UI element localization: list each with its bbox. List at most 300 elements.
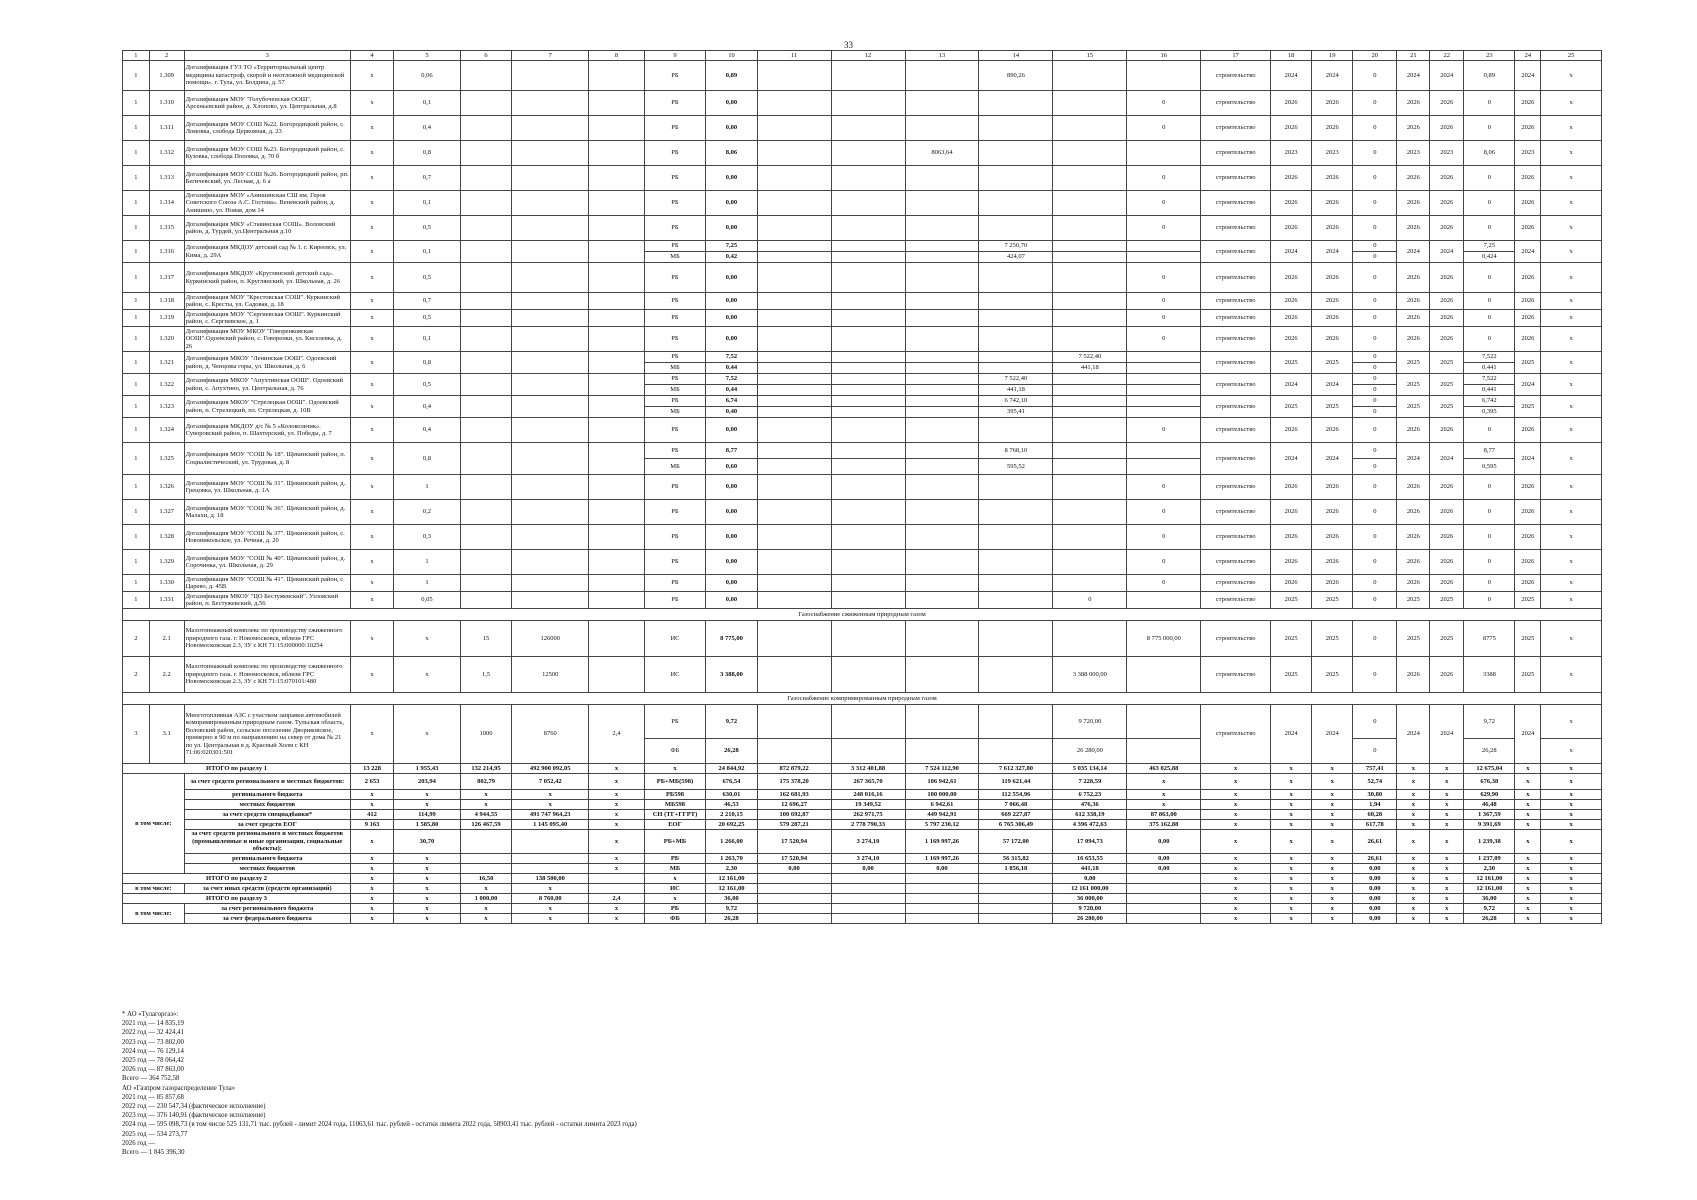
table-cell: x [350, 575, 393, 592]
total-value: x [1515, 904, 1541, 914]
table-cell: 2024 [1397, 443, 1430, 475]
table-cell: 1 [123, 575, 150, 592]
table-cell: 0 [1464, 475, 1515, 500]
total-value: МБ [644, 864, 706, 874]
funding-source: РБ [644, 374, 706, 385]
table-cell [512, 263, 589, 293]
table-cell: 0,7 [394, 293, 461, 310]
object-name: Догазификация МКДОУ д/с № 5 «Колокольчик». Суворовский район, п. Шахтерский, ул. Победы, д. 7 [184, 418, 350, 443]
funding-source: РБ [644, 61, 706, 91]
table-cell [979, 327, 1053, 352]
table-cell: 2024 [1515, 443, 1541, 475]
table-cell [512, 91, 589, 116]
table-cell [512, 241, 589, 263]
total-value: 0,00 [1353, 894, 1397, 904]
table-cell: x [1541, 327, 1602, 352]
funding-total: 0,60 [706, 459, 757, 475]
table-cell: 2026 [1515, 575, 1541, 592]
table-cell: 2026 [1397, 166, 1430, 191]
table-cell: 1 [123, 475, 150, 500]
total-value: x [512, 884, 589, 894]
total-value: 16,50 [460, 874, 511, 884]
total-value: 26,28 [706, 914, 757, 924]
object-name: Догазификация МОУ МКОУ "Говоренковская ООШ".Одоевский район, с. Говоренки, ул. Киселевка, д. 26 [184, 327, 350, 352]
total-value: x [1397, 884, 1430, 894]
table-cell: 0 [1353, 475, 1397, 500]
total-value: 463 025,88 [1127, 764, 1201, 774]
table-cell [589, 500, 644, 525]
table-cell: x [350, 550, 393, 575]
total-value: 20 692,25 [706, 820, 757, 830]
total-value: 4 396 472,63 [1053, 820, 1127, 830]
total-value: x [1201, 914, 1271, 924]
table-cell: строительство [1201, 216, 1271, 241]
total-value: x [1515, 810, 1541, 820]
table-cell: x [350, 475, 393, 500]
total-value: ИС [644, 884, 706, 894]
funding-total: 26,28 [706, 739, 757, 764]
funding-source: РБ [644, 310, 706, 327]
table-cell: 2026 [1397, 575, 1430, 592]
table-cell: 2024 [1430, 61, 1464, 91]
table-cell: 2026 [1271, 191, 1312, 216]
table-row [123, 621, 1602, 657]
table-cell [512, 525, 589, 550]
table-cell: 424,07 [979, 252, 1053, 263]
total-value: x [1312, 830, 1353, 854]
table-cell [905, 657, 979, 693]
table-cell: 2026 [1271, 91, 1312, 116]
table-cell [1053, 61, 1127, 91]
table-cell: 0 [1353, 293, 1397, 310]
total-value: x [394, 864, 461, 874]
table-cell: x [1541, 141, 1602, 166]
table-cell [460, 374, 511, 396]
table-cell: 26 280,00 [1053, 739, 1127, 764]
total-value: x [1271, 820, 1312, 830]
table-cell: 0 [1127, 293, 1201, 310]
total-value: x [1271, 800, 1312, 810]
table-cell [1053, 396, 1127, 407]
table-cell: 2024 [1397, 241, 1430, 263]
column-number: 7 [512, 51, 589, 61]
table-cell: 0,424 [1464, 252, 1515, 263]
table-cell: 0 [1353, 191, 1397, 216]
table-cell [905, 418, 979, 443]
table-cell: x [350, 191, 393, 216]
table-cell [589, 216, 644, 241]
total-value: 2,4 [589, 894, 644, 904]
table-cell [905, 575, 979, 592]
total-value: 3 274,10 [831, 854, 905, 864]
table-cell: 2025 [1515, 621, 1541, 657]
total-value: x [589, 854, 644, 864]
table-cell [460, 91, 511, 116]
total-value: 175 378,20 [757, 774, 831, 790]
table-cell: 1.320 [149, 327, 184, 352]
table-cell: 8760 [512, 705, 589, 764]
table-cell: 2026 [1312, 500, 1353, 525]
table-cell: 2026 [1430, 216, 1464, 241]
table-cell: 7 522,40 [1053, 352, 1127, 363]
table-cell [460, 525, 511, 550]
table-cell: 2026 [1430, 525, 1464, 550]
total-value: x [644, 764, 706, 774]
object-name: Догазификация МКОУ "Апухтинская ООШ". Одоевский район, с. Апухтино, ул. Центральная, д. 76 [184, 374, 350, 396]
table-cell: 0 [1353, 252, 1397, 263]
table-cell: 0,1 [394, 191, 461, 216]
table-cell [460, 575, 511, 592]
total-value: 12 161,00 [1464, 874, 1515, 884]
table-cell: 0 [1353, 396, 1397, 407]
table-cell: 0 [1353, 374, 1397, 385]
table-cell: x [350, 216, 393, 241]
table-cell [1053, 407, 1127, 418]
table-cell: 1 [123, 592, 150, 609]
footnote-line: 2022 год — 32 424,41 [122, 1029, 184, 1037]
table-row [123, 830, 1602, 854]
funding-total: 0,40 [706, 407, 757, 418]
total-value: x [394, 854, 461, 864]
total-value [1127, 914, 1201, 924]
table-cell: 15 [460, 621, 511, 657]
table-cell: 1.323 [149, 396, 184, 418]
table-cell: 0 [1353, 310, 1397, 327]
table-cell: 2023 [1430, 141, 1464, 166]
table-cell: x [350, 396, 393, 418]
total-value: ЕОГ [644, 820, 706, 830]
funding-source: РБ [644, 525, 706, 550]
table-cell [757, 459, 831, 475]
total-label: ИТОГО по разделу 3 [123, 894, 351, 904]
table-cell: x [1541, 263, 1602, 293]
table-cell [460, 352, 511, 374]
table-cell: x [1541, 310, 1602, 327]
table-cell [979, 621, 1053, 657]
table-cell: 1.319 [149, 310, 184, 327]
column-number: 6 [460, 51, 511, 61]
table-cell: 2025 [1271, 592, 1312, 609]
table-cell [831, 459, 905, 475]
table-cell: 1 [123, 241, 150, 263]
table-cell: 2026 [1312, 216, 1353, 241]
total-value [831, 894, 905, 904]
table-cell: 2026 [1397, 550, 1430, 575]
table-cell [1053, 374, 1127, 385]
object-name: Догазификация ГУЗ ТО «Территориальный центр медицины катастроф, скорой и неотложной медицинской помощи». г. Тула, ул. Болдина, д. 57 [184, 61, 350, 91]
table-cell [512, 191, 589, 216]
total-value: x [1312, 894, 1353, 904]
table-cell: x [1541, 621, 1602, 657]
total-value [979, 904, 1053, 914]
table-cell: 2026 [1312, 191, 1353, 216]
table-cell: 2025 [1397, 592, 1430, 609]
table-cell: 8,77 [1464, 443, 1515, 459]
table-cell: 2024 [1312, 61, 1353, 91]
total-value: x [1515, 854, 1541, 864]
total-value: x [350, 894, 393, 904]
table-cell [460, 500, 511, 525]
table-cell [831, 374, 905, 385]
table-cell: x [1541, 216, 1602, 241]
table-cell: x [1541, 475, 1602, 500]
table-cell: строительство [1201, 310, 1271, 327]
table-cell: 2.1 [149, 621, 184, 657]
table-cell: 0 [1353, 141, 1397, 166]
total-value: 0,00 [1353, 884, 1397, 894]
table-cell: 1.313 [149, 166, 184, 191]
table-cell: 1.309 [149, 61, 184, 91]
table-cell [460, 216, 511, 241]
table-cell: 2026 [1312, 327, 1353, 352]
table-row [123, 575, 1602, 592]
table-row [123, 374, 1602, 385]
table-cell: 2026 [1397, 310, 1430, 327]
table-cell: 0,5 [394, 374, 461, 396]
total-value: x [1312, 790, 1353, 800]
object-name: Догазификация МКДОУ «Круглянский детский сад». Куркинский район, п. Круглянский, ул. Школьная, д. 26 [184, 263, 350, 293]
table-cell: 2026 [1271, 293, 1312, 310]
total-value [512, 864, 589, 874]
total-value: 872 879,22 [757, 764, 831, 774]
table-cell [1053, 575, 1127, 592]
table-cell [757, 575, 831, 592]
table-cell: 1 [123, 418, 150, 443]
table-cell [512, 327, 589, 352]
funding-total: 0,00 [706, 310, 757, 327]
total-value: 2 210,15 [706, 810, 757, 820]
total-value: x [1201, 894, 1271, 904]
total-value: x [1397, 904, 1430, 914]
funding-source: РБ [644, 327, 706, 352]
object-name: Догазификация МКДОУ детский сад № 1. г. Киреевск, ул. Кима, д. 29А [184, 241, 350, 263]
table-cell: 1 [123, 61, 150, 91]
table-cell: 1.312 [149, 141, 184, 166]
table-cell: x [1541, 592, 1602, 609]
table-cell [589, 575, 644, 592]
total-value: 2,30 [706, 864, 757, 874]
table-cell: 2026 [1515, 116, 1541, 141]
table-cell [460, 443, 511, 475]
table-cell: строительство [1201, 525, 1271, 550]
object-name: Догазификация МОУ СОШ №22. Богородицкий район, с. Ломовка, слобода Церковная, д. 23 [184, 116, 350, 141]
table-cell [905, 293, 979, 310]
table-cell: 2025 [1312, 657, 1353, 693]
column-number: 22 [1430, 51, 1464, 61]
total-value: 2 653 [350, 774, 393, 790]
table-row [123, 592, 1602, 609]
table-cell: 2023 [1515, 141, 1541, 166]
total-label: за счет федерального бюджета [184, 914, 350, 924]
table-cell: 0,5 [394, 310, 461, 327]
footnote-line: 2021 год — 85 857,68 [122, 1093, 184, 1101]
table-cell: x [350, 166, 393, 191]
table-cell: 2026 [1397, 500, 1430, 525]
total-value: 9 163 [350, 820, 393, 830]
table-cell: 0 [1464, 116, 1515, 141]
table-cell: 2026 [1397, 263, 1430, 293]
table-cell [905, 310, 979, 327]
table-cell [512, 166, 589, 191]
total-value: x [1541, 864, 1602, 874]
table-cell [1127, 459, 1201, 475]
table-cell: 2023 [1312, 141, 1353, 166]
total-value: x [1312, 800, 1353, 810]
funding-total: 0,00 [706, 91, 757, 116]
total-value: x [1201, 800, 1271, 810]
table-cell [1053, 241, 1127, 252]
table-cell [1053, 459, 1127, 475]
table-cell: 2026 [1271, 166, 1312, 191]
total-value: x [1312, 764, 1353, 774]
table-cell: 0 [1353, 91, 1397, 116]
table-cell: 2025 [1271, 352, 1312, 374]
table-cell: 2024 [1430, 241, 1464, 263]
total-value: 1 239,38 [1464, 830, 1515, 854]
table-cell [1053, 191, 1127, 216]
total-value: x [1541, 830, 1602, 854]
table-cell: 1.328 [149, 525, 184, 550]
table-cell: x [350, 61, 393, 91]
table-cell: 0 [1464, 327, 1515, 352]
total-value: x [1271, 914, 1312, 924]
table-cell: 1,5 [460, 657, 511, 693]
table-cell: 0,2 [394, 500, 461, 525]
table-cell: 0 [1464, 550, 1515, 575]
total-value: x [1541, 854, 1602, 864]
table-cell: 2026 [1515, 191, 1541, 216]
total-value: x [644, 874, 706, 884]
footnote-line: Всего — 1 845 396,30 [122, 1149, 185, 1157]
table-cell: x [1541, 352, 1602, 374]
table-cell [979, 166, 1053, 191]
total-value: x [350, 874, 393, 884]
table-cell [589, 293, 644, 310]
total-value: x [1201, 864, 1271, 874]
table-cell [512, 374, 589, 396]
table-cell: 0 [1353, 352, 1397, 363]
table-cell [512, 216, 589, 241]
total-value: x [512, 904, 589, 914]
table-cell: 2026 [1271, 263, 1312, 293]
total-value: x [1515, 820, 1541, 830]
total-value: x [512, 914, 589, 924]
table-cell: 2026 [1515, 166, 1541, 191]
total-value: 0,00 [1353, 914, 1397, 924]
table-cell [1127, 61, 1201, 91]
table-cell: 0,395 [1464, 407, 1515, 418]
total-value: x [1541, 884, 1602, 894]
funding-total: 7,25 [706, 241, 757, 252]
table-cell [905, 443, 979, 459]
total-value: 6 765 306,49 [979, 820, 1053, 830]
table-cell: 1.325 [149, 443, 184, 475]
total-value: МБ598 [644, 800, 706, 810]
table-cell: 2024 [1515, 705, 1541, 764]
total-value: x [1430, 774, 1464, 790]
table-cell: 1 [123, 443, 150, 475]
total-value [757, 874, 831, 884]
total-value: 114,99 [394, 810, 461, 820]
total-value: x [350, 884, 393, 894]
total-value: 449 942,91 [905, 810, 979, 820]
table-cell: 0,3 [394, 525, 461, 550]
table-cell [979, 191, 1053, 216]
table-cell: строительство [1201, 116, 1271, 141]
table-cell: 2026 [1430, 166, 1464, 191]
total-value: x [1312, 874, 1353, 884]
total-value: 1 955,43 [394, 764, 461, 774]
funding-source: МБ [644, 363, 706, 374]
table-cell: 2025 [1312, 396, 1353, 418]
total-value: 7 066,48 [979, 800, 1053, 810]
total-value: 9 720,00 [1053, 904, 1127, 914]
column-number: 10 [706, 51, 757, 61]
table-row [123, 191, 1602, 216]
footnote-line: 2021 год — 14 835,19 [122, 1020, 184, 1028]
total-value: x [1271, 894, 1312, 904]
table-row [123, 705, 1602, 739]
table-cell [1127, 443, 1201, 459]
total-value: x [589, 810, 644, 820]
table-cell [831, 166, 905, 191]
table-cell [460, 310, 511, 327]
table-row [123, 116, 1602, 141]
table-cell: x [1541, 374, 1602, 396]
total-value: x [1201, 884, 1271, 894]
total-value: 267 365,70 [831, 774, 905, 790]
table-cell [757, 91, 831, 116]
total-value: x [1271, 874, 1312, 884]
table-cell [1053, 91, 1127, 116]
total-value: 119 621,44 [979, 774, 1053, 790]
total-value: 46,53 [706, 800, 757, 810]
table-cell [979, 657, 1053, 693]
table-cell: 1.324 [149, 418, 184, 443]
table-cell [905, 166, 979, 191]
table-cell [589, 310, 644, 327]
table-cell: x [350, 621, 393, 657]
footnote-line: 2026 год — [122, 1139, 156, 1147]
funding-total: 8,77 [706, 443, 757, 459]
total-value: x [1397, 764, 1430, 774]
table-cell [512, 61, 589, 91]
table-row [123, 657, 1602, 693]
table-cell [589, 141, 644, 166]
funding-source: МБ [644, 407, 706, 418]
table-cell: 0 [1353, 525, 1397, 550]
total-value: x [1312, 884, 1353, 894]
table-cell: 8,06 [1464, 141, 1515, 166]
object-name: Догазификация МКУ «Ставинская СОШ». Воловский район, д. Турдей, ул.Центральная д.10 [184, 216, 350, 241]
total-value: x [1541, 790, 1602, 800]
total-value: x [1515, 774, 1541, 790]
total-value: 0,00 [1127, 830, 1201, 854]
table-cell: 0 [1127, 327, 1201, 352]
table-cell [905, 550, 979, 575]
object-name: Малотоннажный комплекс по производству сжиженного природного газа. г. Новомосковск, вблизи ГРС Новомосковская 2.3, ЗУ с КН 71:15:000000:10254 [184, 621, 350, 657]
table-cell [979, 91, 1053, 116]
table-cell [589, 166, 644, 191]
funding-source: РБ [644, 550, 706, 575]
table-cell: строительство [1201, 327, 1271, 352]
total-value: x [1515, 874, 1541, 884]
column-number: 5 [394, 51, 461, 61]
total-value: x [350, 904, 393, 914]
table-cell: 0 [1464, 216, 1515, 241]
table-row [123, 241, 1602, 252]
object-name: Догазификация МКОУ "ЦО Бестужевский". Узловский район, п. Бестужевский, д.56 [184, 592, 350, 609]
